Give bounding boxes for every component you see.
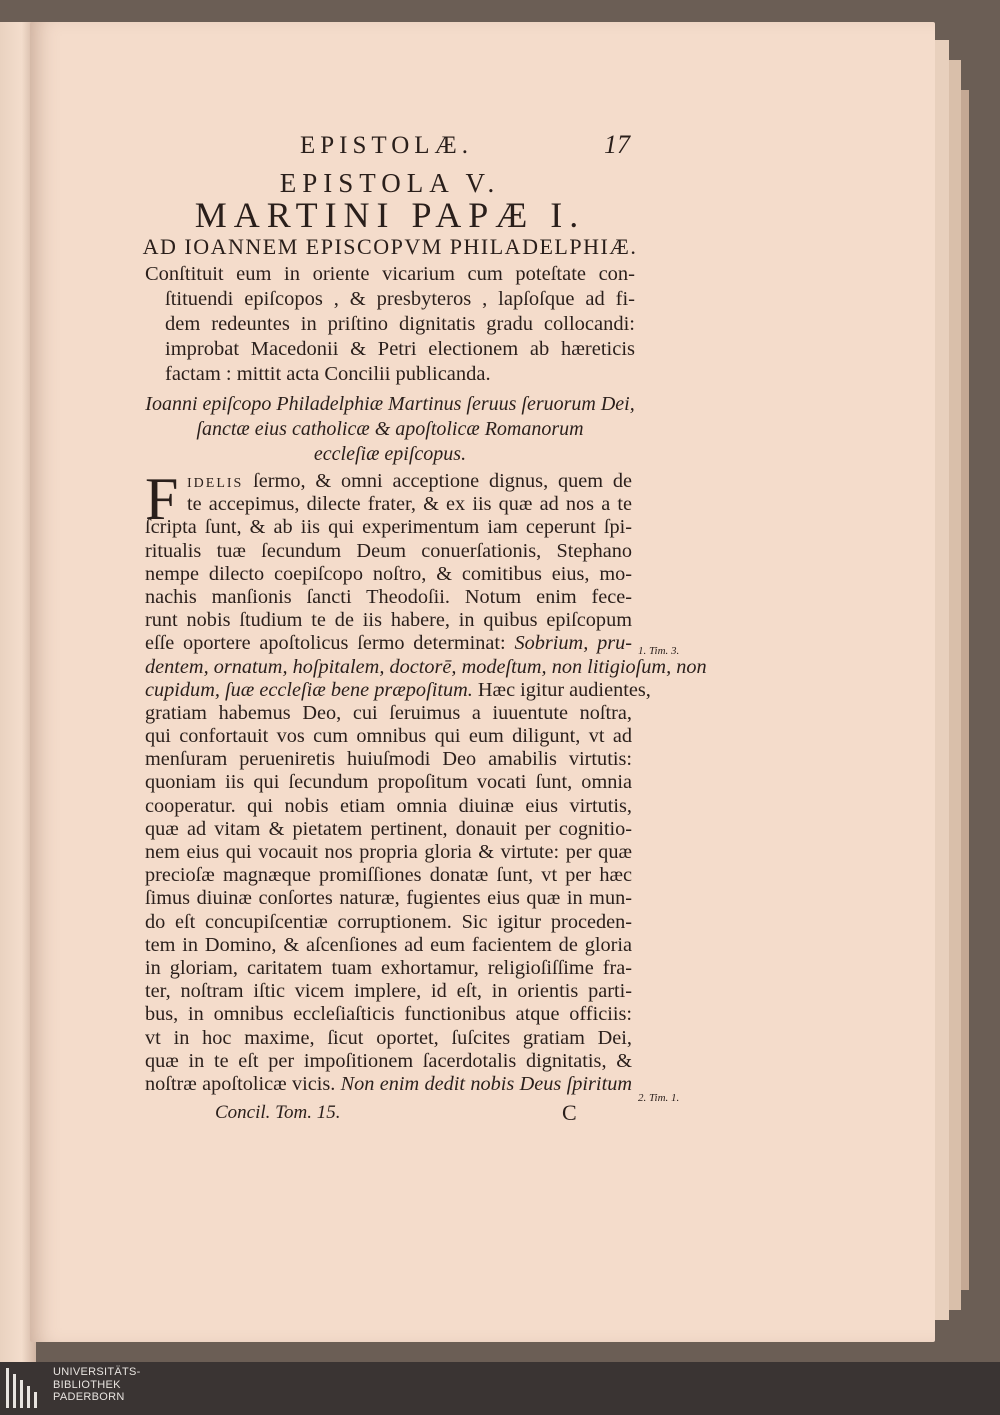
letter-heading: EPISTOLA V. (279, 168, 501, 198)
summary-line: Conſtituit eum in oriente vicarium cum poteſtate con- (145, 263, 635, 285)
quotation: Non enim dedit nobis Deus ſpiritum (335, 1072, 632, 1095)
body-line: tem in Domino, & aſcenſiones ad eum facientem de gloria (145, 933, 632, 956)
body-line: nempe dilecto coepiſcopo noſtro, & comitibus eius, mo- (145, 562, 632, 585)
salutation-line: ſanctæ eius catholicæ & apoſtolicæ Romanorum (196, 418, 584, 440)
body-line: do eſt concupiſcentiæ corruptionem. Sic igitur proceden- (145, 910, 632, 933)
body-line: qui confortauit vos cum omnibus qui eum diligunt, vt ad (145, 725, 632, 748)
page-number: 17 (604, 130, 630, 159)
summary-line: ſtituendi epiſcopos , & presbyteros , lapſoſque ad fi- (165, 288, 635, 310)
margin-note: 2. Tim. 1. (638, 1092, 680, 1104)
body-line: noſtræ apoſtolicæ vicis. Non enim dedit nobis Deus ſpiritum (145, 1072, 632, 1095)
body-line: quæ ad vitam & pietatem pertinent, donauit per cognitio- (145, 817, 632, 840)
salutation (140, 392, 640, 467)
salutation-line: Ioanni epiſcopo Philadelphiæ Martinus ſeruus ſeruorum Dei, (145, 393, 635, 415)
body-line: te accepimus, dilecte frater, & ex iis quæ ad nos a te (187, 493, 632, 516)
summary-line: improbat Macedonii & Petri electionem ab hæreticis (165, 338, 635, 360)
page-edge (961, 90, 969, 1290)
salutation-line: eccleſiæ epiſcopus. (313, 443, 467, 465)
first-word: IDELIS (187, 476, 244, 491)
body-line: gratiam habemus Deo, cui ſeruimus a iuuentute noſtra, (145, 701, 632, 724)
running-head (300, 132, 630, 166)
body-line: ter, noſtram iſtic vicem implere, id eſt, in orientis parti- (145, 980, 632, 1003)
body-line: vt in hoc maxime, ſicut oportet, ſuſcites gratiam Dei, (145, 1026, 632, 1049)
body-line: ritualis tuæ ſecundum Deum conuerſationis, Stephano (145, 539, 632, 562)
running-head-title: EPISTOLÆ. (300, 132, 474, 159)
page-edge (935, 40, 949, 1320)
body-line: precioſæ magnæque promiſſiones donatæ ſunt, vt per hæc (145, 864, 632, 887)
signature-mark: C (562, 1100, 577, 1125)
library-logo-icon (6, 1368, 42, 1408)
body-line: quoniam iis qui ſecundum propoſitum vocati ſunt, omnia (145, 771, 632, 794)
page-edge (949, 60, 961, 1310)
author-heading: MARTINI PAPÆ I. (194, 195, 586, 235)
body-line: menſuram perueniretis huiuſmodi Deo amabilis virtutis: (145, 748, 632, 771)
library-name: UNIVERSITÄTS- BIBLIOTHEK PADERBORN (53, 1366, 141, 1403)
body-line: quæ in te eſt per impoſitionem ſacerdotalis dignitatis, & (145, 1049, 632, 1072)
letter-summary (145, 262, 635, 387)
margin-note: 1. Tim. 3. (638, 645, 680, 657)
body-line: bus, in omnibus eccleſiaſticis functionibus atque officiis: (145, 1003, 632, 1026)
footer-reference: Concil. Tom. 15. (215, 1102, 341, 1123)
body-line: nem eius qui vocauit nos propria gloria & virtute: per quæ (145, 841, 632, 863)
body-line: eſſe oportere apoſtolicus ſermo determinat: Sobrium, pru- (145, 632, 632, 655)
body-line: IDELIS ſermo, & omni acceptione dignus, quem de (187, 470, 632, 492)
quotation: Sobrium, pru- (514, 632, 632, 655)
body-line: in gloriam, caritatem tuam exhortamur, religioſiſſime fra- (145, 956, 632, 979)
summary-line: factam : mittit acta Concilii publicanda. (165, 363, 491, 385)
body-line: cooperatur. qui nobis etiam omnia diuinæ eius virtutis, (145, 794, 632, 817)
recipient-heading: AD IOANNEM EPISCOPVM PHILADELPHIÆ. (142, 234, 638, 259)
body-line: dentem, ornatum, hoſpitalem, doctorē, modeſtum, non litigioſum, non (145, 655, 707, 678)
body-line: cupidum, ſuæ eccleſiæ bene præpoſitum. Hæc igitur audientes, (145, 678, 651, 701)
drop-cap: F (145, 466, 179, 532)
body-line: ſcripta ſunt, & ab iis qui experimentum iam ceperunt ſpi- (145, 516, 632, 539)
body-line: nachis manſionis ſancti Theodoſii. Notum enim fece- (145, 585, 632, 608)
body-line: ſimus diuinæ conſortes naturæ, fugientes eius quæ in mun- (145, 887, 632, 910)
library-banner (0, 1362, 1000, 1415)
summary-line: dem redeuntes in priſtino dignitatis gradu collocandi: (165, 313, 635, 335)
body-line: runt nobis ſtudium te de iis habere, in quibus epiſcopum (145, 609, 632, 632)
